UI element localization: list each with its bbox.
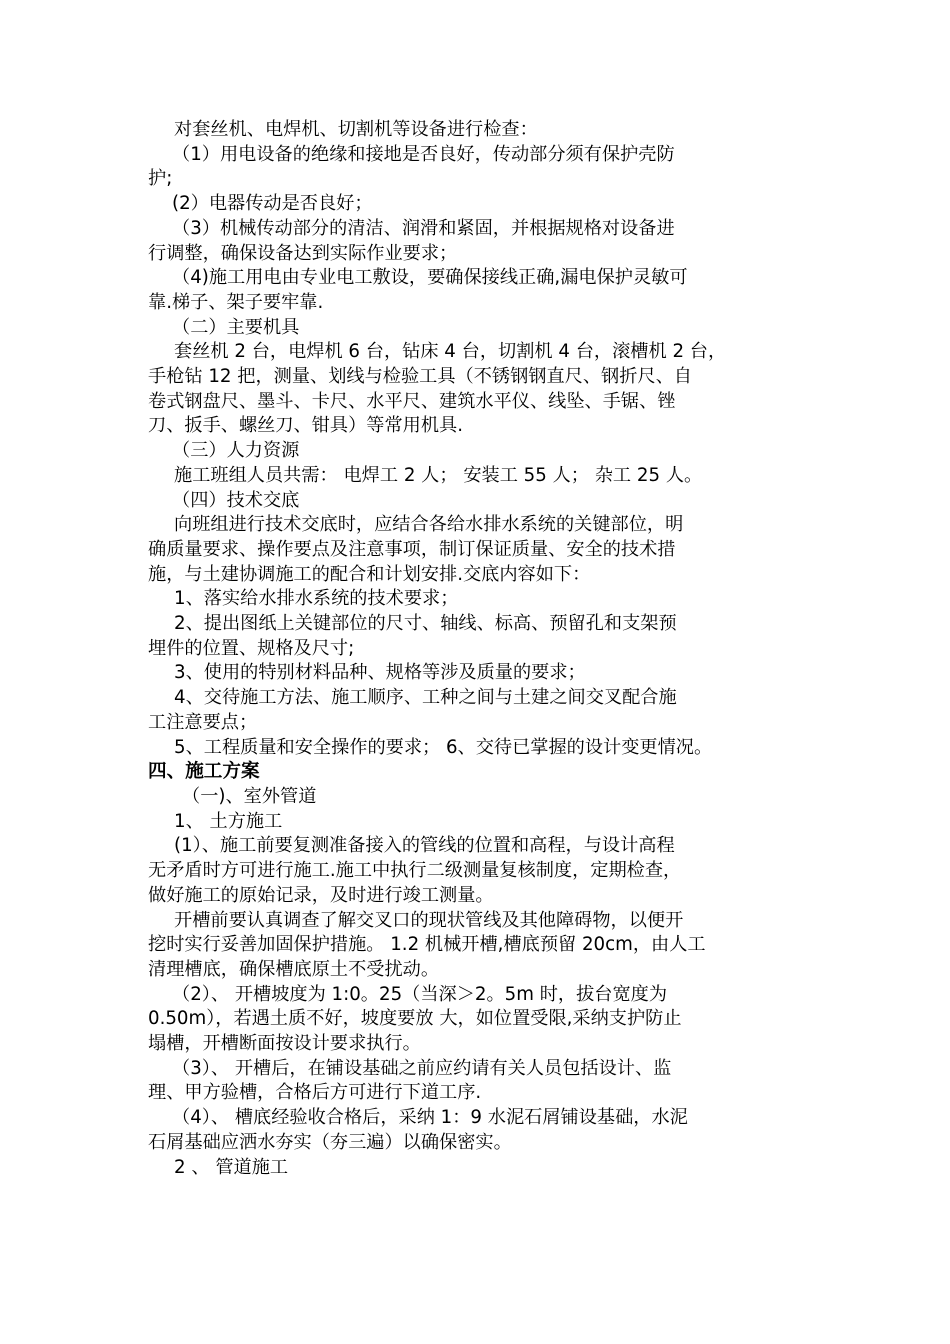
text-line: 2 、 管道施工 [174,1156,289,1178]
text-line: (1）、施工前要复测准备接入的管线的位置和高程，与设计高程 [174,835,675,857]
text-line: 清理槽底，确保槽底原土不受扰动。 [148,958,440,980]
text-line: （4）、 槽底经验收合格后，采纳 1：9 水泥石屑铺设基础，水泥 [172,1107,688,1129]
text-line: 行调整，确保设备达到实际作业要求； [148,242,458,264]
text-line: 石屑基础应洒水夯实（夯三遍）以确保密实。 [148,1131,512,1153]
text-line: （1）用电设备的绝缘和接地是否良好，传动部分须有保护壳防 [172,143,675,165]
text-line: 做好施工的原始记录，及时进行竣工测量。 [148,884,494,906]
text-line: 手枪钻 12 把，测量、划线与检验工具（不锈钢钢直尺、钢折尺、自 [148,366,692,388]
text-line: 向班组进行技术交底时，应结合各给水排水系统的关键部位，明 [174,514,684,536]
text-line: （3）机械传动部分的清洁、润滑和紧固，并根据规格对设备进 [172,217,675,239]
text-line: 卷式钢盘尺、墨斗、卡尺、水平尺、建筑水平仪、线坠、手锯、锉 [148,390,676,412]
text-line: （4)施工用电由专业电工敷设，要确保接线正确,漏电保护灵敏可 [172,267,688,289]
text-line: 5、工程质量和安全操作的要求； 6、交待已掌握的设计变更情况。 [174,736,713,758]
text-line: 套丝机 2 台，电焊机 6 台，钻床 4 台，切割机 4 台，滚槽机 2 台， [174,341,727,363]
text-line: 开槽前要认真调查了解交叉口的现状管线及其他障碍物，以便开 [174,909,684,931]
text-line: 施工班组人员共需： 电焊工 2 人； 安装工 55 人； 杂工 25 人。 [174,464,703,486]
text-line: 0.50m），若遇土质不好，坡度要放 大，如位置受限,采纳支护防止 [148,1008,682,1030]
text-line: 施，与土建协调施工的配合和计划安排.交底内容如下： [148,563,591,585]
text-line: 刀、扳手、螺丝刀、钳具）等常用机具. [148,415,463,437]
text-line: 护; [148,168,173,190]
text-line: 靠.梯子、架子要牢靠. [148,291,324,313]
text-line: 理、甲方验槽，合格后方可进行下道工序. [148,1082,482,1104]
text-line: 3、使用的特别材料品种、规格等涉及质量的要求； [174,662,586,684]
text-line: （3）、 开槽后，在铺设基础之前应约请有关人员包括设计、监 [172,1057,672,1079]
text-line: 挖时实行妥善加固保护措施。 1.2 机械开槽,槽底预留 20cm，由人工 [148,934,706,956]
text-line: (2）电器传动是否良好； [172,193,373,215]
text-line: （三）人力资源 [172,440,300,462]
text-line: 埋件的位置、规格及尺寸; [148,637,355,659]
text-line: 1、落实给水排水系统的技术要求； [174,588,459,610]
text-line: 对套丝机、电焊机、切割机等设备进行检查： [174,119,538,140]
document-body [148,118,818,1180]
text-line: （2）、 开槽坡度为 1:0。25（当深＞2。5m 时，拔台宽度为 [172,983,668,1005]
text-line: （二）主要机具 [172,316,300,338]
text-line: 工注意要点； [148,711,258,733]
section-heading: 四、施工方案 [148,761,260,783]
text-line: 2、提出图纸上关键部位的尺寸、轴线、标高、预留孔和支架预 [174,613,677,635]
text-line: （一)、室外管道 [182,785,317,807]
text-line: 无矛盾时方可进行施工.施工中执行二级测量复核制度，定期检查， [148,860,682,882]
text-line: （四）技术交底 [172,489,300,511]
text-line: 塌槽，开槽断面按设计要求执行。 [148,1033,421,1055]
text-line: 1、 土方施工 [174,810,283,832]
text-line: 确质量要求、操作要点及注意事项，制订保证质量、安全的技术措 [148,538,676,560]
text-line: 4、交待施工方法、施工顺序、工种之间与土建之间交叉配合施 [174,687,677,709]
